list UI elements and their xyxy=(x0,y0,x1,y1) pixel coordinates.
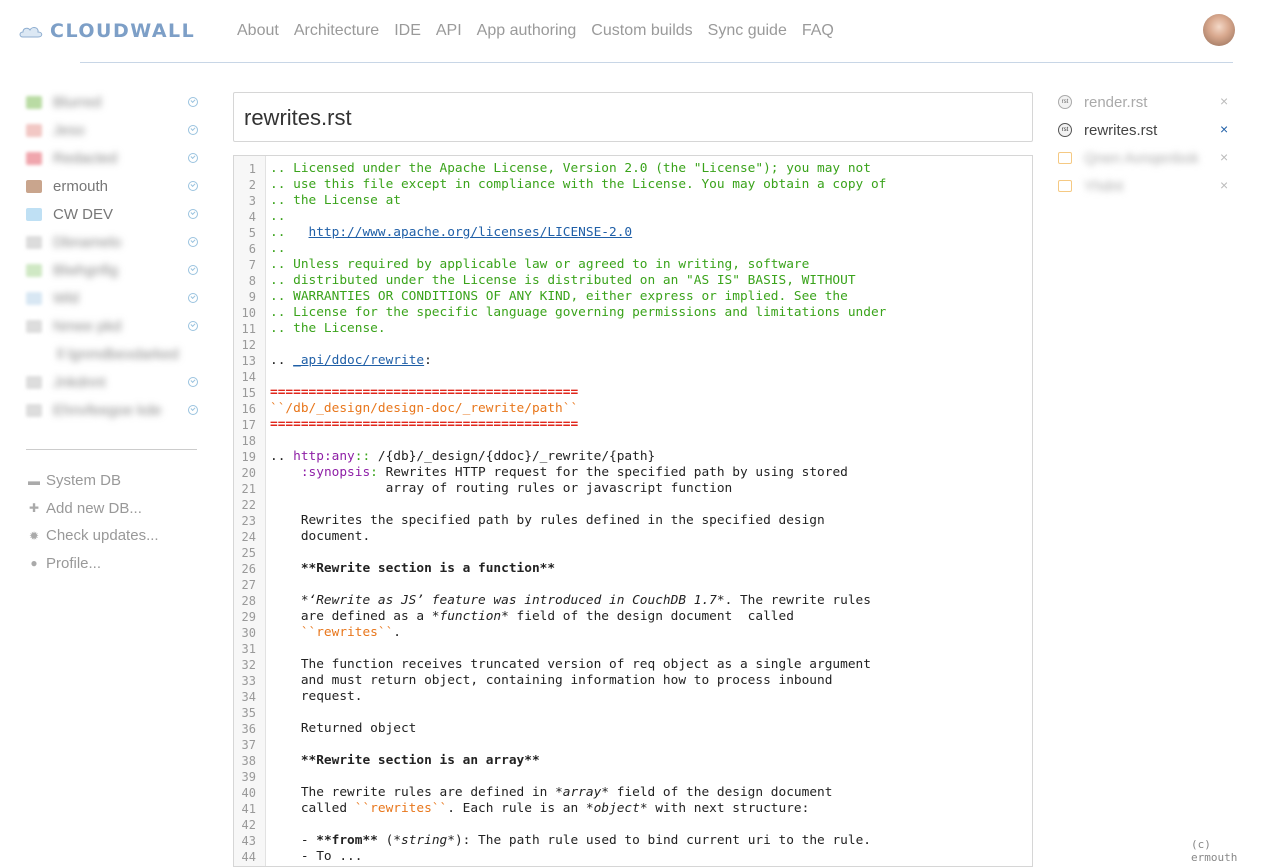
sync-status-icon xyxy=(188,265,198,275)
code-line xyxy=(270,353,432,369)
code-token: . xyxy=(393,625,401,640)
line-number: 10 xyxy=(241,306,256,320)
database-item[interactable] xyxy=(26,368,201,396)
code-token: .. xyxy=(270,209,286,224)
database-label: Jeso xyxy=(53,121,85,139)
document-tab-label: Yhdnt xyxy=(1084,177,1124,195)
code-token: - To ... xyxy=(270,849,363,864)
code-line xyxy=(270,529,370,545)
database-label: Wld xyxy=(53,289,79,307)
nav-ide[interactable]: IDE xyxy=(394,22,421,39)
code-line xyxy=(270,449,655,465)
code-token: .. the License. xyxy=(270,321,386,336)
code-link[interactable]: http://www.apache.org/licenses/LICENSE-2.0 xyxy=(308,225,633,240)
database-icon: ▬ xyxy=(28,473,40,488)
line-number: 24 xyxy=(241,530,256,544)
database-item[interactable] xyxy=(26,228,201,256)
line-number: 8 xyxy=(248,274,256,288)
code-line xyxy=(270,785,832,801)
code-token: array of routing rules or javascript function xyxy=(270,481,733,496)
code-token: :synopsis xyxy=(300,465,371,480)
copyright: (c) ermouth xyxy=(1191,838,1238,864)
document-tab-label: rewrites.rst xyxy=(1084,121,1158,139)
sync-status-icon xyxy=(188,125,198,135)
code-line xyxy=(270,833,871,849)
document-title-field[interactable] xyxy=(233,92,1033,142)
nav-faq[interactable]: FAQ xyxy=(801,22,834,39)
sync-status-icon xyxy=(188,321,198,331)
code-token: ``rewrites`` xyxy=(354,801,448,816)
nav-architecture[interactable]: Architecture xyxy=(293,22,380,39)
line-number: 22 xyxy=(241,498,256,512)
sidebar-link-check-updates[interactable] xyxy=(28,522,159,550)
sync-status-icon xyxy=(188,377,198,387)
line-number: 19 xyxy=(241,450,256,464)
code-line xyxy=(270,593,871,609)
code-token: *object* xyxy=(585,801,648,816)
code-line xyxy=(270,609,794,625)
sidebar-link-label: Add new DB... xyxy=(46,499,142,517)
code-token: document. xyxy=(270,529,371,544)
sidebar-link-label: System DB xyxy=(46,472,122,490)
code-token: .. distributed under the License is distributed on an "AS IS" BASIS, WITHOUT xyxy=(270,273,856,288)
code-line xyxy=(270,161,871,177)
line-number: 38 xyxy=(241,754,256,768)
code-token: : xyxy=(424,353,432,368)
code-token: Rewrites HTTP request for the specified path by using stored xyxy=(377,465,848,480)
header-divider xyxy=(80,62,1233,63)
sidebar-link-add-new-db[interactable] xyxy=(28,495,159,523)
sidebar-link-label: Check updates... xyxy=(46,527,159,545)
code-token: .. xyxy=(270,449,294,464)
database-icon xyxy=(26,124,42,137)
code-token: . The rewrite rules xyxy=(724,593,871,608)
database-icon xyxy=(26,404,42,417)
code-token: .. xyxy=(270,353,294,368)
code-token: Returned object xyxy=(270,721,417,736)
line-number: 17 xyxy=(241,418,256,432)
code-line xyxy=(270,385,578,401)
folder-icon xyxy=(1058,179,1072,193)
lightbulb-icon: ✹ xyxy=(28,528,40,543)
code-token: . Each rule is an xyxy=(447,801,586,816)
line-number: 2 xyxy=(248,178,256,192)
line-number: 31 xyxy=(241,642,256,656)
sync-status-icon xyxy=(188,405,198,415)
code-token: with next structure: xyxy=(647,801,810,816)
code-line xyxy=(270,321,386,337)
line-number: 32 xyxy=(241,658,256,672)
line-number: 35 xyxy=(241,706,256,720)
database-item[interactable] xyxy=(26,284,201,312)
code-line xyxy=(270,225,632,241)
code-token: are defined as a xyxy=(270,609,432,624)
line-number: 41 xyxy=(241,802,256,816)
line-number: 40 xyxy=(241,786,256,800)
close-tab-icon[interactable]: × xyxy=(1220,149,1229,165)
database-label: Dbnamelo xyxy=(53,233,122,251)
code-line xyxy=(270,289,848,305)
code-token: /{db}/_design/{ddoc}/_rewrite/{path} xyxy=(370,449,656,464)
database-icon xyxy=(26,348,42,361)
code-token: .. WARRANTIES OR CONDITIONS OF ANY KIND, either express or implied. See the xyxy=(270,289,848,304)
document-tab-label: render.rst xyxy=(1084,93,1148,111)
nav-api[interactable]: API xyxy=(435,22,462,39)
database-icon xyxy=(26,208,42,221)
code-token: .. License for the specific language governing permissions and limitations under xyxy=(270,305,887,320)
code-token xyxy=(270,465,301,480)
code-token: field of the design document xyxy=(609,785,833,800)
sidebar-link-system-db[interactable] xyxy=(28,467,159,495)
code-line xyxy=(270,481,732,497)
line-number: 5 xyxy=(248,226,256,240)
code-token: - xyxy=(270,833,317,848)
line-number: 29 xyxy=(241,610,256,624)
code-token: called xyxy=(270,801,355,816)
code-line xyxy=(270,401,578,417)
sync-status-icon xyxy=(188,293,198,303)
line-number: 25 xyxy=(241,546,256,560)
line-number: 34 xyxy=(241,690,256,704)
line-number: 26 xyxy=(241,562,256,576)
line-number: 7 xyxy=(248,258,256,272)
sync-status-icon xyxy=(188,209,198,219)
code-line xyxy=(270,625,401,641)
code-token: .. use this file except in compliance with the License. You may obtain a copy of xyxy=(270,177,887,192)
document-title: rewrites.rst xyxy=(244,105,352,130)
database-label: Nmee pkd xyxy=(53,317,122,335)
nav-app-authoring[interactable]: App authoring xyxy=(476,22,577,39)
database-item[interactable] xyxy=(26,144,201,172)
line-number: 1 xyxy=(248,162,256,176)
database-icon xyxy=(26,264,42,277)
code-editor[interactable] xyxy=(233,155,1033,867)
document-tab[interactable] xyxy=(1058,172,1233,200)
code-token: ``rewrites`` xyxy=(270,625,394,640)
line-number: 16 xyxy=(241,402,256,416)
close-tab-icon[interactable]: × xyxy=(1220,177,1229,193)
database-label: ermouth xyxy=(53,177,109,195)
line-number: 13 xyxy=(241,354,256,368)
line-number: 39 xyxy=(241,770,256,784)
sidebar-link-label: Profile... xyxy=(46,554,102,572)
cloud-icon xyxy=(18,23,44,39)
sync-status-icon xyxy=(188,181,198,191)
open-documents xyxy=(1058,88,1233,200)
code-token: .. Unless required by applicable law or agreed to in writing, software xyxy=(270,257,810,272)
top-nav xyxy=(237,22,849,40)
sidebar-divider xyxy=(26,449,197,450)
code-token: ======================================== xyxy=(270,417,579,432)
database-label: ll lgnmdbexdarked xyxy=(57,345,179,363)
sync-status-icon xyxy=(188,153,198,163)
line-number: 18 xyxy=(241,434,256,448)
document-tab[interactable] xyxy=(1058,88,1233,116)
code-line xyxy=(270,209,285,225)
database-label: Blwhgnfig xyxy=(53,261,119,279)
database-icon xyxy=(26,152,42,165)
code-line xyxy=(270,193,401,209)
code-token: field of the design document called xyxy=(508,609,794,624)
line-number: 20 xyxy=(241,466,256,480)
code-line xyxy=(270,753,540,769)
line-number: 23 xyxy=(241,514,256,528)
document-tab-label: Qnen Avnqenbok xyxy=(1084,149,1199,167)
code-line xyxy=(270,721,416,737)
code-line xyxy=(270,465,848,481)
code-line xyxy=(270,801,809,817)
logo-text: CLOUDWALL xyxy=(50,20,196,42)
database-item[interactable] xyxy=(26,116,201,144)
code-token: *string* xyxy=(393,833,455,848)
database-list xyxy=(26,88,201,424)
line-number: 33 xyxy=(241,674,256,688)
line-number: 36 xyxy=(241,722,256,736)
sidebar-link-profile[interactable] xyxy=(28,550,159,578)
code-token: ======================================== xyxy=(270,385,579,400)
code-line xyxy=(270,257,809,273)
line-number: 44 xyxy=(241,850,256,864)
nav-custom-builds[interactable]: Custom builds xyxy=(591,22,693,39)
rst-file-icon: rst xyxy=(1058,95,1072,109)
database-icon xyxy=(26,292,42,305)
code-token: .. Licensed under the Apache License, Version 2.0 (the "License"); you may not xyxy=(270,161,871,176)
line-number: 9 xyxy=(248,290,256,304)
line-number: 6 xyxy=(248,242,256,256)
database-icon xyxy=(26,320,42,333)
code-token: request. xyxy=(270,689,363,704)
database-label: Jnkdnnt xyxy=(53,373,106,391)
code-token: : xyxy=(370,465,378,480)
line-number: 4 xyxy=(248,210,256,224)
code-token: **from** xyxy=(316,833,378,848)
database-icon xyxy=(26,236,42,249)
database-label: Blurred xyxy=(53,93,102,111)
database-item[interactable] xyxy=(26,396,201,424)
code-token: *function* xyxy=(431,609,509,624)
database-item[interactable] xyxy=(26,172,201,200)
code-line xyxy=(270,561,555,577)
document-tab[interactable] xyxy=(1058,116,1233,144)
database-icon xyxy=(26,180,42,193)
code-token: **Rewrite section is an array** xyxy=(270,753,540,768)
database-item[interactable] xyxy=(26,312,201,340)
sidebar-actions xyxy=(28,467,159,577)
database-label: Redacted xyxy=(53,149,118,167)
code-line xyxy=(270,305,886,321)
code-token: ( xyxy=(377,833,394,848)
database-item[interactable] xyxy=(26,256,201,284)
close-tab-icon[interactable]: × xyxy=(1220,121,1229,137)
database-icon xyxy=(26,376,42,389)
line-number: 14 xyxy=(241,370,256,384)
code-token: http:any xyxy=(293,449,355,464)
code-token: Rewrites the specified path by rules defined in the specified design xyxy=(270,513,825,528)
line-number: 3 xyxy=(248,194,256,208)
line-number: 11 xyxy=(241,322,256,336)
line-number: 21 xyxy=(241,482,256,496)
code-line xyxy=(270,417,578,433)
database-item[interactable] xyxy=(26,88,201,116)
database-label: CW DEV xyxy=(53,205,113,223)
code-link[interactable]: _api/ddoc/rewrite xyxy=(293,353,425,368)
code-line xyxy=(270,177,886,193)
rst-file-icon: rst xyxy=(1058,123,1072,137)
database-item[interactable] xyxy=(26,340,201,368)
database-icon xyxy=(26,96,42,109)
line-number: 27 xyxy=(241,578,256,592)
code-token: *‘Rewrite as JS’ feature was introduced in CouchDB 1.7* xyxy=(270,593,725,608)
line-number: 12 xyxy=(241,338,256,352)
code-line xyxy=(270,273,856,289)
code-line xyxy=(270,513,825,529)
code-token: The rewrite rules are defined in xyxy=(270,785,556,800)
folder-icon xyxy=(1058,151,1072,165)
line-number: 30 xyxy=(241,626,256,640)
code-token: The function receives truncated version of req object as a single argument xyxy=(270,657,871,672)
database-item[interactable] xyxy=(26,200,201,228)
document-tab[interactable] xyxy=(1058,144,1233,172)
sync-status-icon xyxy=(188,97,198,107)
nav-about[interactable]: About xyxy=(237,22,279,39)
database-label: Ehnvfeegoe kde xyxy=(53,401,162,419)
code-line xyxy=(270,689,362,705)
code-token: :: xyxy=(354,449,371,464)
code-token: ``/db/_design/design-doc/_rewrite/path`` xyxy=(270,401,579,416)
line-number: 15 xyxy=(241,386,256,400)
close-tab-icon[interactable]: × xyxy=(1220,93,1229,109)
line-number: 43 xyxy=(241,834,256,848)
code-token: .. the License at xyxy=(270,193,401,208)
code-line xyxy=(270,657,871,673)
user-icon: ● xyxy=(30,556,38,571)
code-token: .. xyxy=(270,225,309,240)
code-token: *array* xyxy=(555,785,609,800)
sync-status-icon xyxy=(188,237,198,247)
code-token: ): The path rule used to bind current uri to the rule. xyxy=(454,833,871,848)
logo[interactable] xyxy=(18,20,195,42)
code-line xyxy=(270,241,285,257)
user-avatar[interactable] xyxy=(1203,14,1235,46)
plus-icon: ✚ xyxy=(28,501,40,516)
line-number: 28 xyxy=(241,594,256,608)
line-number: 37 xyxy=(241,738,256,752)
code-token: **Rewrite section is a function** xyxy=(270,561,556,576)
code-line xyxy=(270,673,832,689)
line-number: 42 xyxy=(241,818,256,832)
code-token: and must return object, containing information how to process inbound xyxy=(270,673,833,688)
code-token: .. xyxy=(270,241,286,256)
nav-sync-guide[interactable]: Sync guide xyxy=(707,22,787,39)
code-line xyxy=(270,849,362,865)
